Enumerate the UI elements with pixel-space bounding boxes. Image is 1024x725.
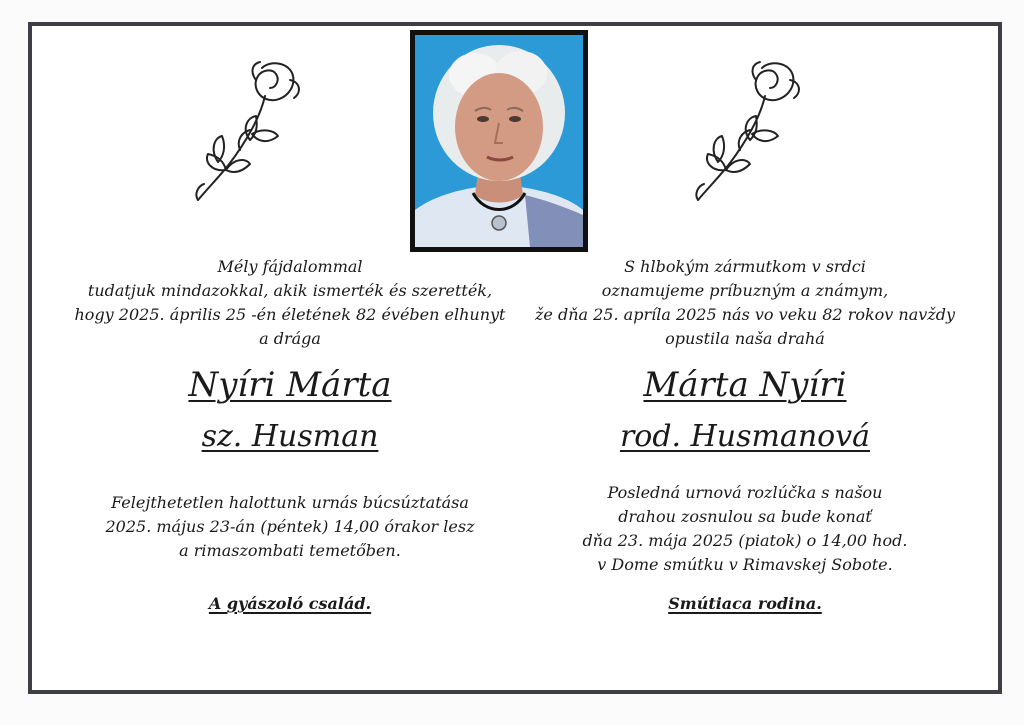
intro-line: že dňa 25. apríla 2025 nás vo veku 82 rokov navždy xyxy=(534,305,956,324)
maiden-name-text: rod. Husmanová xyxy=(619,419,871,454)
intro-line: hogy 2025. április 25 -én életének 82 évében elhunyt xyxy=(74,305,506,324)
intro-text xyxy=(60,255,520,351)
deceased-name-text: Nyíri Márta xyxy=(188,365,392,405)
maiden-name xyxy=(515,419,975,455)
signature-text: Smútiaca rodina. xyxy=(668,594,822,613)
hungarian-notice xyxy=(60,255,520,615)
funeral-line: dňa 23. mája 2025 (piatok) o 14,00 hod. xyxy=(582,531,908,550)
rose-icon xyxy=(690,58,815,203)
funeral-details xyxy=(60,491,520,563)
maiden-name xyxy=(60,419,520,455)
deceased-name-text: Márta Nyíri xyxy=(643,365,847,405)
intro-line: a drága xyxy=(259,329,321,348)
funeral-line: a rimaszombati temetőben. xyxy=(179,541,401,560)
signature xyxy=(60,593,520,615)
slovak-notice xyxy=(515,255,975,615)
signature-text: A gyászoló család. xyxy=(208,594,372,613)
funeral-line: v Dome smútku v Rimavskej Sobote. xyxy=(597,555,893,574)
funeral-details xyxy=(515,481,975,577)
intro-line: opustila naša drahá xyxy=(665,329,825,348)
signature xyxy=(515,593,975,615)
intro-line: Mély fájdalommal xyxy=(217,257,363,276)
rose-icon xyxy=(190,58,315,203)
maiden-name-text: sz. Husman xyxy=(201,419,379,454)
funeral-line: drahou zosnulou sa bude konať xyxy=(618,507,872,526)
intro-line: tudatjuk mindazokkal, akik ismerték és szerették, xyxy=(87,281,493,300)
portrait-photo xyxy=(410,30,588,252)
funeral-line: 2025. május 23-án (péntek) 14,00 órakor lesz xyxy=(105,517,475,536)
deceased-name xyxy=(515,365,975,405)
intro-line: S hlbokým zármutkom v srdci xyxy=(624,257,866,276)
intro-text xyxy=(515,255,975,351)
intro-line: oznamujeme príbuzným a známym, xyxy=(601,281,889,300)
deceased-name xyxy=(60,365,520,405)
funeral-line: Posledná urnová rozlúčka s našou xyxy=(607,483,883,502)
funeral-line: Felejthetetlen halottunk urnás búcsúztatása xyxy=(111,493,469,512)
